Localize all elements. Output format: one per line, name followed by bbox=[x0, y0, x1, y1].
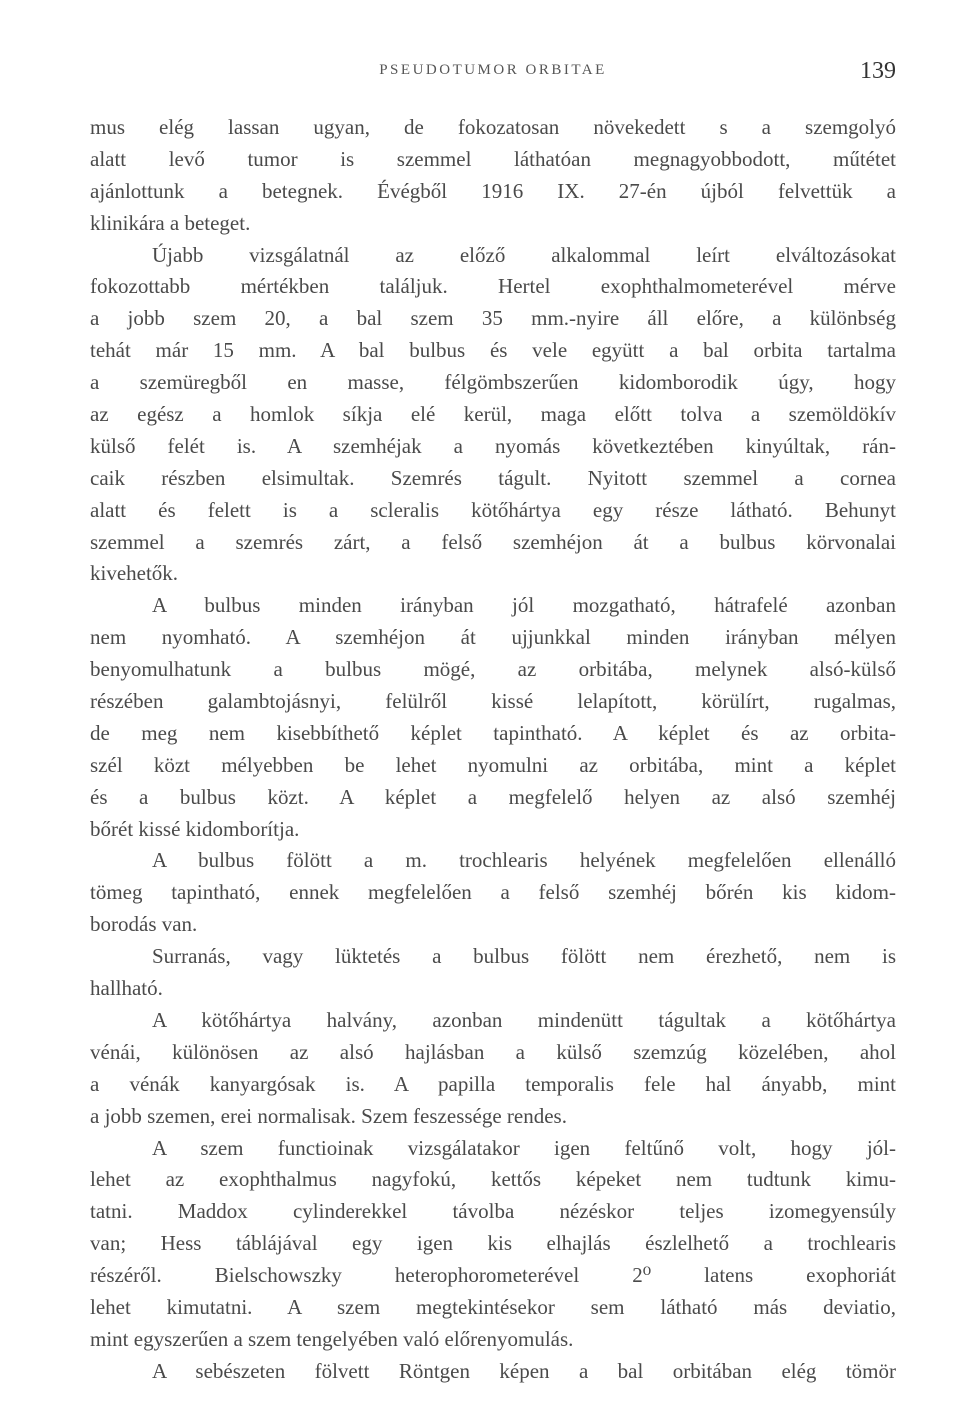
text-line: A bulbus minden irányban jól mozgatható, hátrafelé azonban bbox=[152, 593, 896, 618]
text-line: kivehetők. bbox=[90, 561, 179, 586]
text-line: és a bulbus közt. A képlet a megfelelő helyen az alsó szemhéj bbox=[90, 784, 896, 809]
text-line: nem nyomható. A szemhéjon át ujjunkkal minden irányban mélyen bbox=[90, 625, 896, 650]
text-line: tatni. Maddox cylinderekkel távolba nézéskor teljes izomegyensúly bbox=[90, 1199, 896, 1224]
text-line: A szem functioinak vizsgálatakor igen feltűnő volt, hogy jól- bbox=[152, 1135, 896, 1160]
text-line: vénái, különösen az alsó hajlásban a külső szemzúg közelében, ahol bbox=[90, 1039, 896, 1064]
text-line: mint egyszerűen a szem tengelyében való előrenyomulás. bbox=[90, 1326, 574, 1351]
text-line: borodás van. bbox=[90, 912, 198, 937]
text-line: tömeg tapintható, ennek megfelelően a felső szemhéj bőrén kis kidom- bbox=[90, 880, 896, 905]
text-line: Surranás, vagy lüktetés a bulbus fölött nem érezhető, nem is bbox=[152, 944, 896, 969]
text-line: részében galambtojásnyi, felülről kissé lelapított, körülírt, rugalmas, bbox=[90, 689, 896, 714]
text-line: benyomulhatunk a bulbus mögé, az orbitába, melynek alsó-külső bbox=[90, 657, 896, 682]
running-head: PSEUDOTUMOR ORBITAE bbox=[379, 62, 607, 78]
page-number: 139 bbox=[860, 58, 896, 84]
page-header bbox=[90, 58, 896, 92]
text-line: külső felét is. A szemhéjak a nyomás következtében kinyúltak, rán- bbox=[90, 433, 896, 458]
text-line: lehet az exophthalmus nagyfokú, kettős képeket nem tudtunk kimu- bbox=[90, 1167, 896, 1192]
text-line: A bulbus fölött a m. trochlearis helyének megfelelően ellenálló bbox=[152, 848, 896, 873]
text-line: van; Hess táblájával egy igen kis elhajlás észlelhető a trochlearis bbox=[90, 1231, 896, 1256]
text-line: Újabb vizsgálatnál az előző alkalommal leírt elváltozásokat bbox=[152, 242, 896, 267]
text-line: a jobb szemen, erei normalisak. Szem feszessége rendes. bbox=[90, 1103, 567, 1128]
text-line: szél közt mélyebben be lehet nyomulni az orbitába, mint a képlet bbox=[90, 752, 896, 777]
text-line: az egész a homlok síkja elé kerül, maga előtt tolva a szemöldökív bbox=[90, 402, 896, 427]
text-line: alatt levő tumor is szemmel láthatóan megnagyobbodott, műtétet bbox=[90, 146, 896, 171]
text-line: bőrét kissé kidomborítja. bbox=[90, 816, 300, 841]
text-line: részéről. Bielschowszky heterophorometerével 2⁰ latens exophoriát bbox=[90, 1263, 896, 1288]
text-line: a jobb szem 20, a bal szem 35 mm.-nyire áll előre, a különbség bbox=[90, 306, 896, 331]
text-line: mus elég lassan ugyan, de fokozatosan növekedett s a szemgolyó bbox=[90, 115, 896, 139]
text-line: lehet kimutatni. A szem megtekintésekor sem látható más deviatio, bbox=[90, 1294, 896, 1319]
text-line: caik részben elsimultak. Szemrés tágult. Nyitott szemmel a cornea bbox=[90, 465, 896, 490]
text-line: fokozottabb mértékben találjuk. Hertel exophthalmometerével mérve bbox=[90, 274, 896, 299]
text-line: tehát már 15 mm. A bal bulbus és vele együtt a bal orbita tartalma bbox=[90, 338, 896, 363]
body-text bbox=[90, 112, 896, 1388]
text-line: A sebészeten fölvett Röntgen képen a bal orbitában elég tömör bbox=[152, 1358, 896, 1383]
text-line: klinikára a beteget. bbox=[90, 210, 251, 235]
text-line: de meg nem kisebbíthető képlet tapintható. A képlet és az orbita- bbox=[90, 720, 896, 745]
text-line: ajánlottunk a betegnek. Évégből 1916 IX. 27-én újból felvettük a bbox=[90, 178, 896, 203]
text-line: hallható. bbox=[90, 976, 163, 1001]
text-line: a szemüregből en masse, félgömbszerűen kidomborodik úgy, hogy bbox=[90, 370, 896, 395]
text-line: A kötőhártya halvány, azonban mindenütt tágultak a kötőhártya bbox=[152, 1007, 896, 1032]
text-line: szemmel a szemrés zárt, a felső szemhéjon át a bulbus körvonalai bbox=[90, 529, 896, 554]
text-line: a vénák kanyargósak is. A papilla temporalis fele hal ányabb, mint bbox=[90, 1071, 896, 1096]
text-line: alatt és felett is a scleralis kötőhártya egy része látható. Behunyt bbox=[90, 497, 896, 522]
